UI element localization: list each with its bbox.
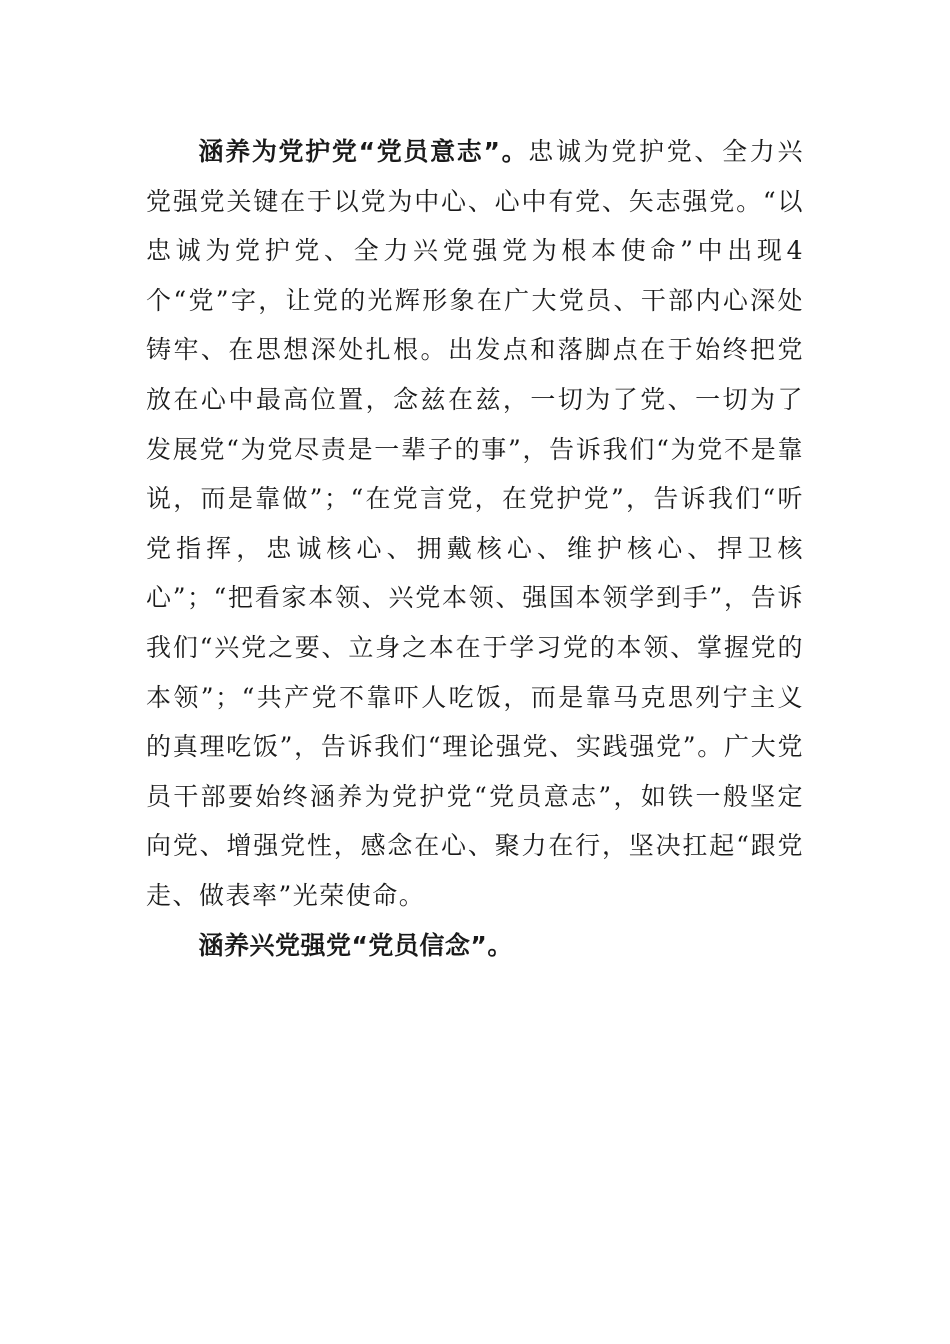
paragraph-heading-1: 涵养为党护党“党员意志”。 <box>198 137 529 166</box>
paragraph-body-1: 忠诚为党护党、全力兴党强党关键在于以党为中心、心中有党、矢志强党。“以忠诚为党护党、全力兴党强党为根本使命”中出现4个“党”字，让党的光辉形象在广大党员、干部内心深处铸牢、在思想深处扎根。出发点和落脚点在于始终把党放在心中最高位置，念兹在兹，一切为了党、一切为了发展党“为党尽责是一辈子的事”，告诉我们“为党不是靠说，而是靠做”；“在党言党，在党护党”，告诉我们“听党指挥，忠诚核心、拥戴核心、维护核心、捍卫核心”；“把看家本领、兴党本领、强国本领学到手”，告诉我们“兴党之要、立身之本在于学习党的本领、掌握党的本领”；“共产党不靠吓人吃饭，而是靠马克思列宁主义的真理吃饭”，告诉我们“理论强党、实践强党”。广大党员干部要始终涵养为党护党“党员意志”，如铁一般坚定向党、增强党性，感念在心、聚力在行，坚决扛起“跟党走、做表率”光荣使命。 <box>146 137 804 910</box>
paragraph-2 <box>146 921 804 971</box>
document-body <box>146 127 804 970</box>
paragraph-heading-2: 涵养兴党强党“党员信念”。 <box>198 930 513 960</box>
paragraph-1 <box>146 127 804 921</box>
